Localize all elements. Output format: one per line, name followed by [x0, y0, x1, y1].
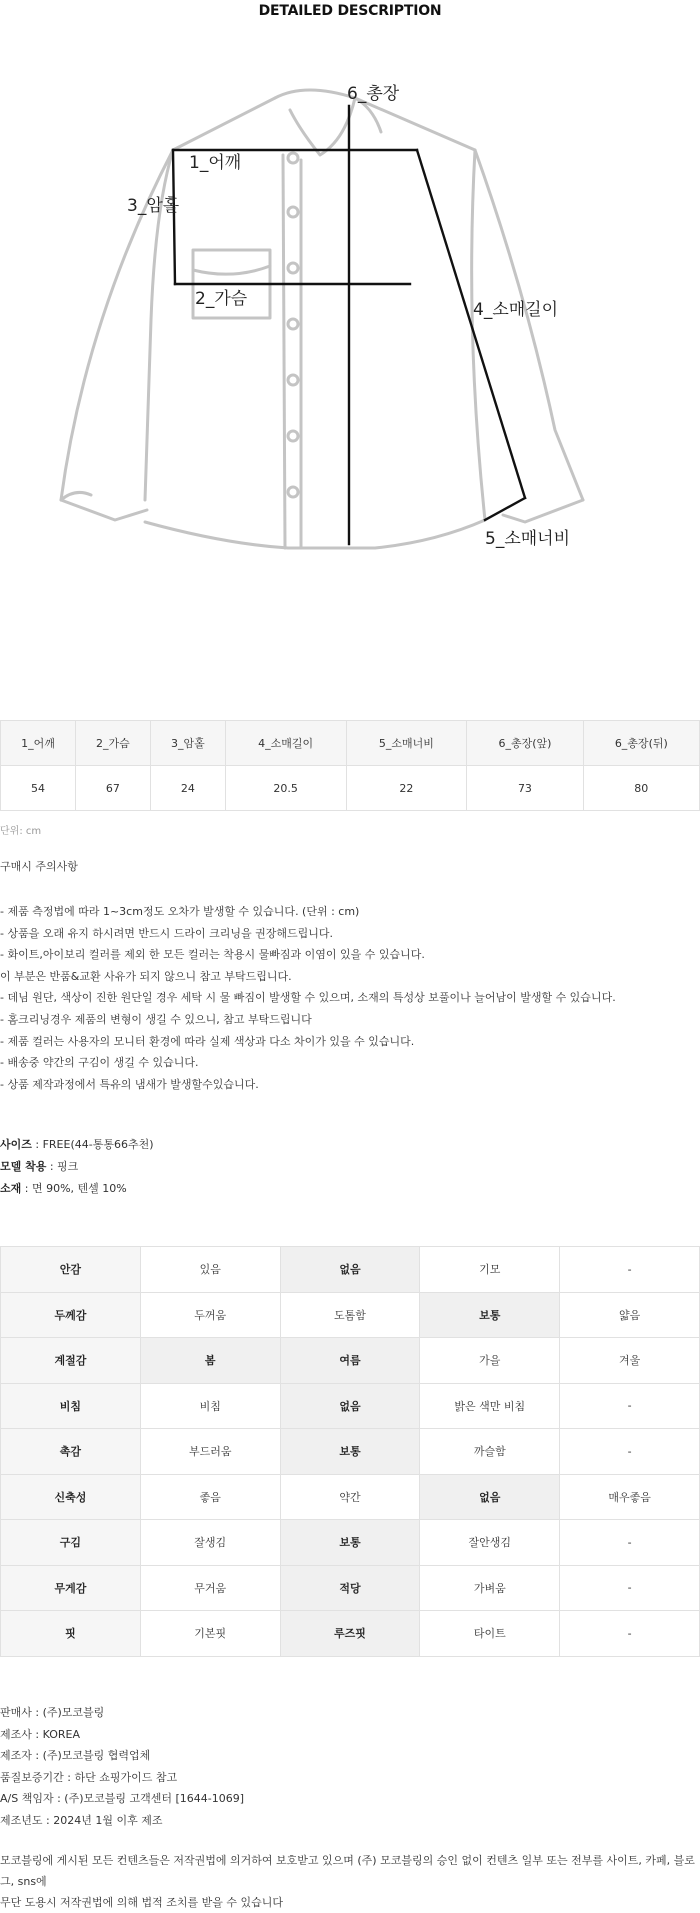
feel-category: 비침	[1, 1383, 141, 1429]
size-value-cell: 24	[150, 766, 225, 811]
size-value-cell: 20.5	[225, 766, 346, 811]
spec-model-wear	[0, 1156, 154, 1178]
spec-value: : FREE(44-통통66추천)	[31, 1138, 154, 1151]
size-table-header	[1, 721, 700, 766]
notice-line: - 데님 원단, 색상이 진한 원단일 경우 세탁 시 물 빠짐이 발생할 수 있으며, 소재의 특성상 보풀이나 늘어남이 발생할 수 있습니다.	[0, 991, 616, 1005]
spec-key: 모델 착용	[0, 1160, 47, 1173]
feel-row	[1, 1247, 700, 1293]
size-header-cell: 1_어깨	[1, 721, 76, 766]
feel-option: 매우좋음	[560, 1474, 700, 1520]
size-header-cell: 2_가슴	[75, 721, 150, 766]
label-chest: 2_가슴	[195, 289, 248, 309]
feel-option: 까슬함	[420, 1429, 560, 1475]
feel-category: 두께감	[1, 1292, 141, 1338]
feel-option-selected: 없음	[420, 1474, 560, 1520]
size-header-cell: 3_암홀	[150, 721, 225, 766]
feel-option: 기모	[420, 1247, 560, 1293]
notice-heading: 구매시 주의사항	[0, 860, 78, 873]
shirt-measurement-diagram	[55, 70, 655, 680]
feel-option-selected: 없음	[280, 1383, 420, 1429]
feel-option: 얇음	[560, 1292, 700, 1338]
feel-option: -	[560, 1565, 700, 1611]
spec-size	[0, 1134, 154, 1156]
feel-option: 두꺼움	[140, 1292, 280, 1338]
feel-option-selected: 봄	[140, 1338, 280, 1384]
feel-option: 있음	[140, 1247, 280, 1293]
notice-line: - 화이트,아이보리 컬러를 제외 한 모든 컬러는 착용시 물빠짐과 이염이 있을 수 있습니다.	[0, 948, 425, 962]
spec-value: : 면 90%, 텐셀 10%	[21, 1182, 127, 1195]
feel-option: 잘생김	[140, 1520, 280, 1566]
seller-info-line: 제조사 : KOREA	[0, 1727, 80, 1741]
purchase-notice	[0, 858, 700, 1095]
feel-option: 밝은 색만 비침	[420, 1383, 560, 1429]
feel-option: 비침	[140, 1383, 280, 1429]
copyright-line: 모코블링에 게시된 모든 컨텐츠들은 저작권법에 의거하여 보호받고 있으며 (주) 모코블링의 승인 없이 컨텐츠 일부 또는 전부를 사이트, 카페, 블로그, sns에	[0, 1854, 695, 1888]
size-value-cell: 73	[467, 766, 583, 811]
label-total-length: 6_총장	[347, 84, 400, 104]
feel-category: 촉감	[1, 1429, 141, 1475]
seller-info	[0, 1702, 244, 1831]
feel-category: 안감	[1, 1247, 141, 1293]
feel-option-selected: 여름	[280, 1338, 420, 1384]
seller-info-line: 제조자 : (주)모코블링 협력업체	[0, 1749, 151, 1762]
notice-line: - 배송중 약간의 구김이 생길 수 있습니다.	[0, 1056, 199, 1070]
feel-row	[1, 1565, 700, 1611]
size-header-cell: 4_소매길이	[225, 721, 346, 766]
feel-option-selected: 없음	[280, 1247, 420, 1293]
fabric-feel-table	[0, 1246, 700, 1657]
notice-line: - 제품 측정법에 따라 1~3cm정도 오차가 발생할 수 있습니다. (단위 : cm)	[0, 905, 360, 918]
notice-line: - 제품 컬러는 사용자의 모니터 환경에 따라 실제 색상과 다소 차이가 있을 수 있습니다.	[0, 1034, 415, 1048]
label-shoulder: 1_어깨	[189, 153, 242, 173]
seller-info-line: 제조년도 : 2024년 1월 이후 제조	[0, 1813, 163, 1827]
label-sleeve-length: 4_소매길이	[473, 300, 559, 320]
feel-option-selected: 보통	[420, 1292, 560, 1338]
feel-option: 가벼움	[420, 1565, 560, 1611]
size-header-cell: 6_총장(앞)	[467, 721, 583, 766]
spec-key: 소재	[0, 1182, 22, 1195]
feel-option: -	[560, 1520, 700, 1566]
feel-row	[1, 1292, 700, 1338]
seller-info-line: A/S 책임자 : (주)모코블링 고객센터 [1644-1069]	[0, 1792, 245, 1805]
feel-option: -	[560, 1247, 700, 1293]
spec-key: 사이즈	[0, 1138, 32, 1151]
product-specs	[0, 1134, 154, 1200]
feel-row	[1, 1383, 700, 1429]
size-header-cell: 6_총장(뒤)	[583, 721, 699, 766]
feel-option-selected: 보통	[280, 1520, 420, 1566]
notice-line: 이 부분은 반품&교환 사유가 되지 않으니 참고 부탁드립니다.	[0, 969, 292, 983]
size-table-row	[1, 766, 700, 811]
seller-info-line: 판매사 : (주)모코블링	[0, 1706, 105, 1719]
feel-option-selected: 루즈핏	[280, 1611, 420, 1657]
notice-line: - 홈크리닝경우 제품의 변형이 생길 수 있으니, 참고 부탁드립니다	[0, 1012, 312, 1026]
label-sleeve-width: 5_소매너비	[485, 529, 571, 549]
feel-option: 잘안생김	[420, 1520, 560, 1566]
size-value-cell: 67	[75, 766, 150, 811]
size-value-cell: 22	[346, 766, 467, 811]
feel-row	[1, 1474, 700, 1520]
feel-category: 구김	[1, 1520, 141, 1566]
feel-row	[1, 1520, 700, 1566]
feel-option: -	[560, 1429, 700, 1475]
feel-option: 무거움	[140, 1565, 280, 1611]
notice-line: - 상품을 오래 유지 하시려면 반드시 드라이 크리닝을 권장해드립니다.	[0, 926, 333, 940]
spec-value: : 핑크	[46, 1160, 79, 1173]
feel-category: 핏	[1, 1611, 141, 1657]
feel-row	[1, 1338, 700, 1384]
size-table	[0, 720, 700, 811]
copyright-notice	[0, 1850, 700, 1913]
size-header-cell: 5_소매너비	[346, 721, 467, 766]
feel-option: -	[560, 1611, 700, 1657]
unit-note: 단위: cm	[0, 826, 42, 837]
copyright-line: 무단 도용시 저작권법에 의해 법적 조치를 받을 수 있습니다	[0, 1896, 283, 1909]
sleeve-length-line	[417, 150, 525, 498]
size-value-cell: 80	[583, 766, 699, 811]
spec-material	[0, 1178, 154, 1200]
seller-info-line: 품질보증기간 : 하단 쇼핑가이드 참고	[0, 1770, 178, 1784]
feel-option: 타이트	[420, 1611, 560, 1657]
feel-option: 약간	[280, 1474, 420, 1520]
feel-option: 기본핏	[140, 1611, 280, 1657]
feel-option: 겨울	[560, 1338, 700, 1384]
feel-option-selected: 적당	[280, 1565, 420, 1611]
size-value-cell: 54	[1, 766, 76, 811]
shirt-buttons	[288, 153, 298, 497]
feel-category: 계절감	[1, 1338, 141, 1384]
feel-option-selected: 보통	[280, 1429, 420, 1475]
feel-row	[1, 1611, 700, 1657]
feel-option: 도톰함	[280, 1292, 420, 1338]
feel-category: 신축성	[1, 1474, 141, 1520]
feel-row	[1, 1429, 700, 1475]
feel-option: 좋음	[140, 1474, 280, 1520]
label-armhole: 3_암홀	[127, 196, 180, 216]
feel-option: 가을	[420, 1338, 560, 1384]
feel-option: -	[560, 1383, 700, 1429]
feel-category: 무게감	[1, 1565, 141, 1611]
page-title: DETAILED DESCRIPTION	[258, 3, 442, 19]
notice-line: - 상품 제작과정에서 특유의 냄새가 발생할수있습니다.	[0, 1077, 259, 1091]
armhole-line	[173, 150, 175, 284]
feel-option: 부드러움	[140, 1429, 280, 1475]
